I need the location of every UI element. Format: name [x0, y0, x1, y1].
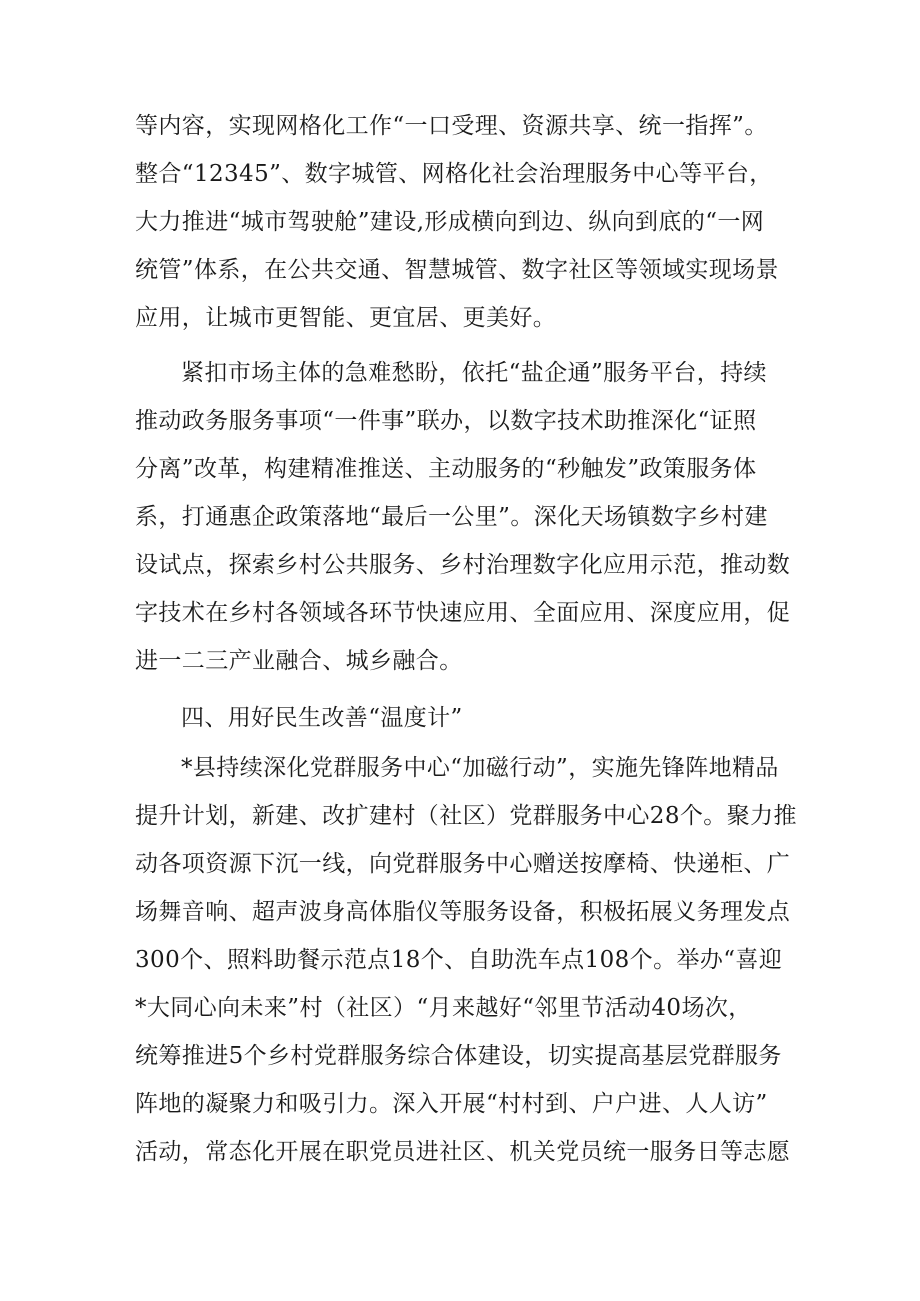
- section-heading: 四、用好民生改善“温度计”: [181, 705, 463, 731]
- text-line: 设试点，探索乡村公共服务、乡村治理数字化应用示范，推动数: [135, 552, 791, 578]
- paragraph-start-line: 紧扣市场主体的急难愁盼，依托“盐企通”服务平台，持续: [181, 360, 767, 386]
- text-line: 动各项资源下沉一线，向党群服务中心赠送按摩椅、快递柜、广: [135, 851, 791, 877]
- text-line: *大同心向未来”村（社区）“月来越好“邻里节活动40场次，: [135, 995, 752, 1021]
- text-line: 整合“12345”、数字城管、网格化社会治理服务中心等平台，: [135, 161, 773, 187]
- text-line: 推动政务服务事项“一件事”联办，以数字技术助推深化“证照: [135, 408, 757, 434]
- text-line: 系，打通惠企政策落地“最后一公里”。深化天场镇数字乡村建: [135, 504, 768, 530]
- text-line: 应用，让城市更智能、更宜居、更美好。: [135, 305, 557, 331]
- text-line: 活动，常态化开展在职党员进社区、机关党员统一服务日等志愿: [135, 1139, 791, 1165]
- text-line: 等内容，实现网格化工作“一口受理、资源共享、统一指挥”。: [135, 113, 768, 139]
- text-line: 统筹推进5个乡村党群服务综合体建设，切实提高基层党群服务: [135, 1043, 782, 1069]
- text-line: 场舞音响、超声波身高体脂仪等服务设备，积极拓展义务理发点: [135, 899, 791, 925]
- text-line: 阵地的凝聚力和吸引力。深入开展“村村到、户户进、人人访”: [135, 1091, 768, 1117]
- text-line: 统管”体系，在公共交通、智慧城管、数字社区等领域实现场景: [135, 257, 779, 283]
- text-line: 提升计划，新建、改扩建村（社区）党群服务中心28个。聚力推: [135, 803, 797, 829]
- text-line: 进一二三产业融合、城乡融合。: [135, 648, 463, 674]
- text-line: 字技术在乡村各领域各环节快速应用、全面应用、深度应用，促: [135, 600, 791, 626]
- paragraph-start-line: *县持续深化党群服务中心“加磁行动”，实施先锋阵地精品: [181, 755, 779, 781]
- text-line: 300个、照料助餐示范点18个、自助洗车点108个。举办“喜迎: [135, 947, 783, 973]
- text-line: 分离”改革，构建精准推送、主动服务的“秒触发”政策服务体: [135, 456, 757, 482]
- text-line: 大力推进“城市驾驶舱”建设,形成横向到边、纵向到底的“一网: [135, 209, 765, 235]
